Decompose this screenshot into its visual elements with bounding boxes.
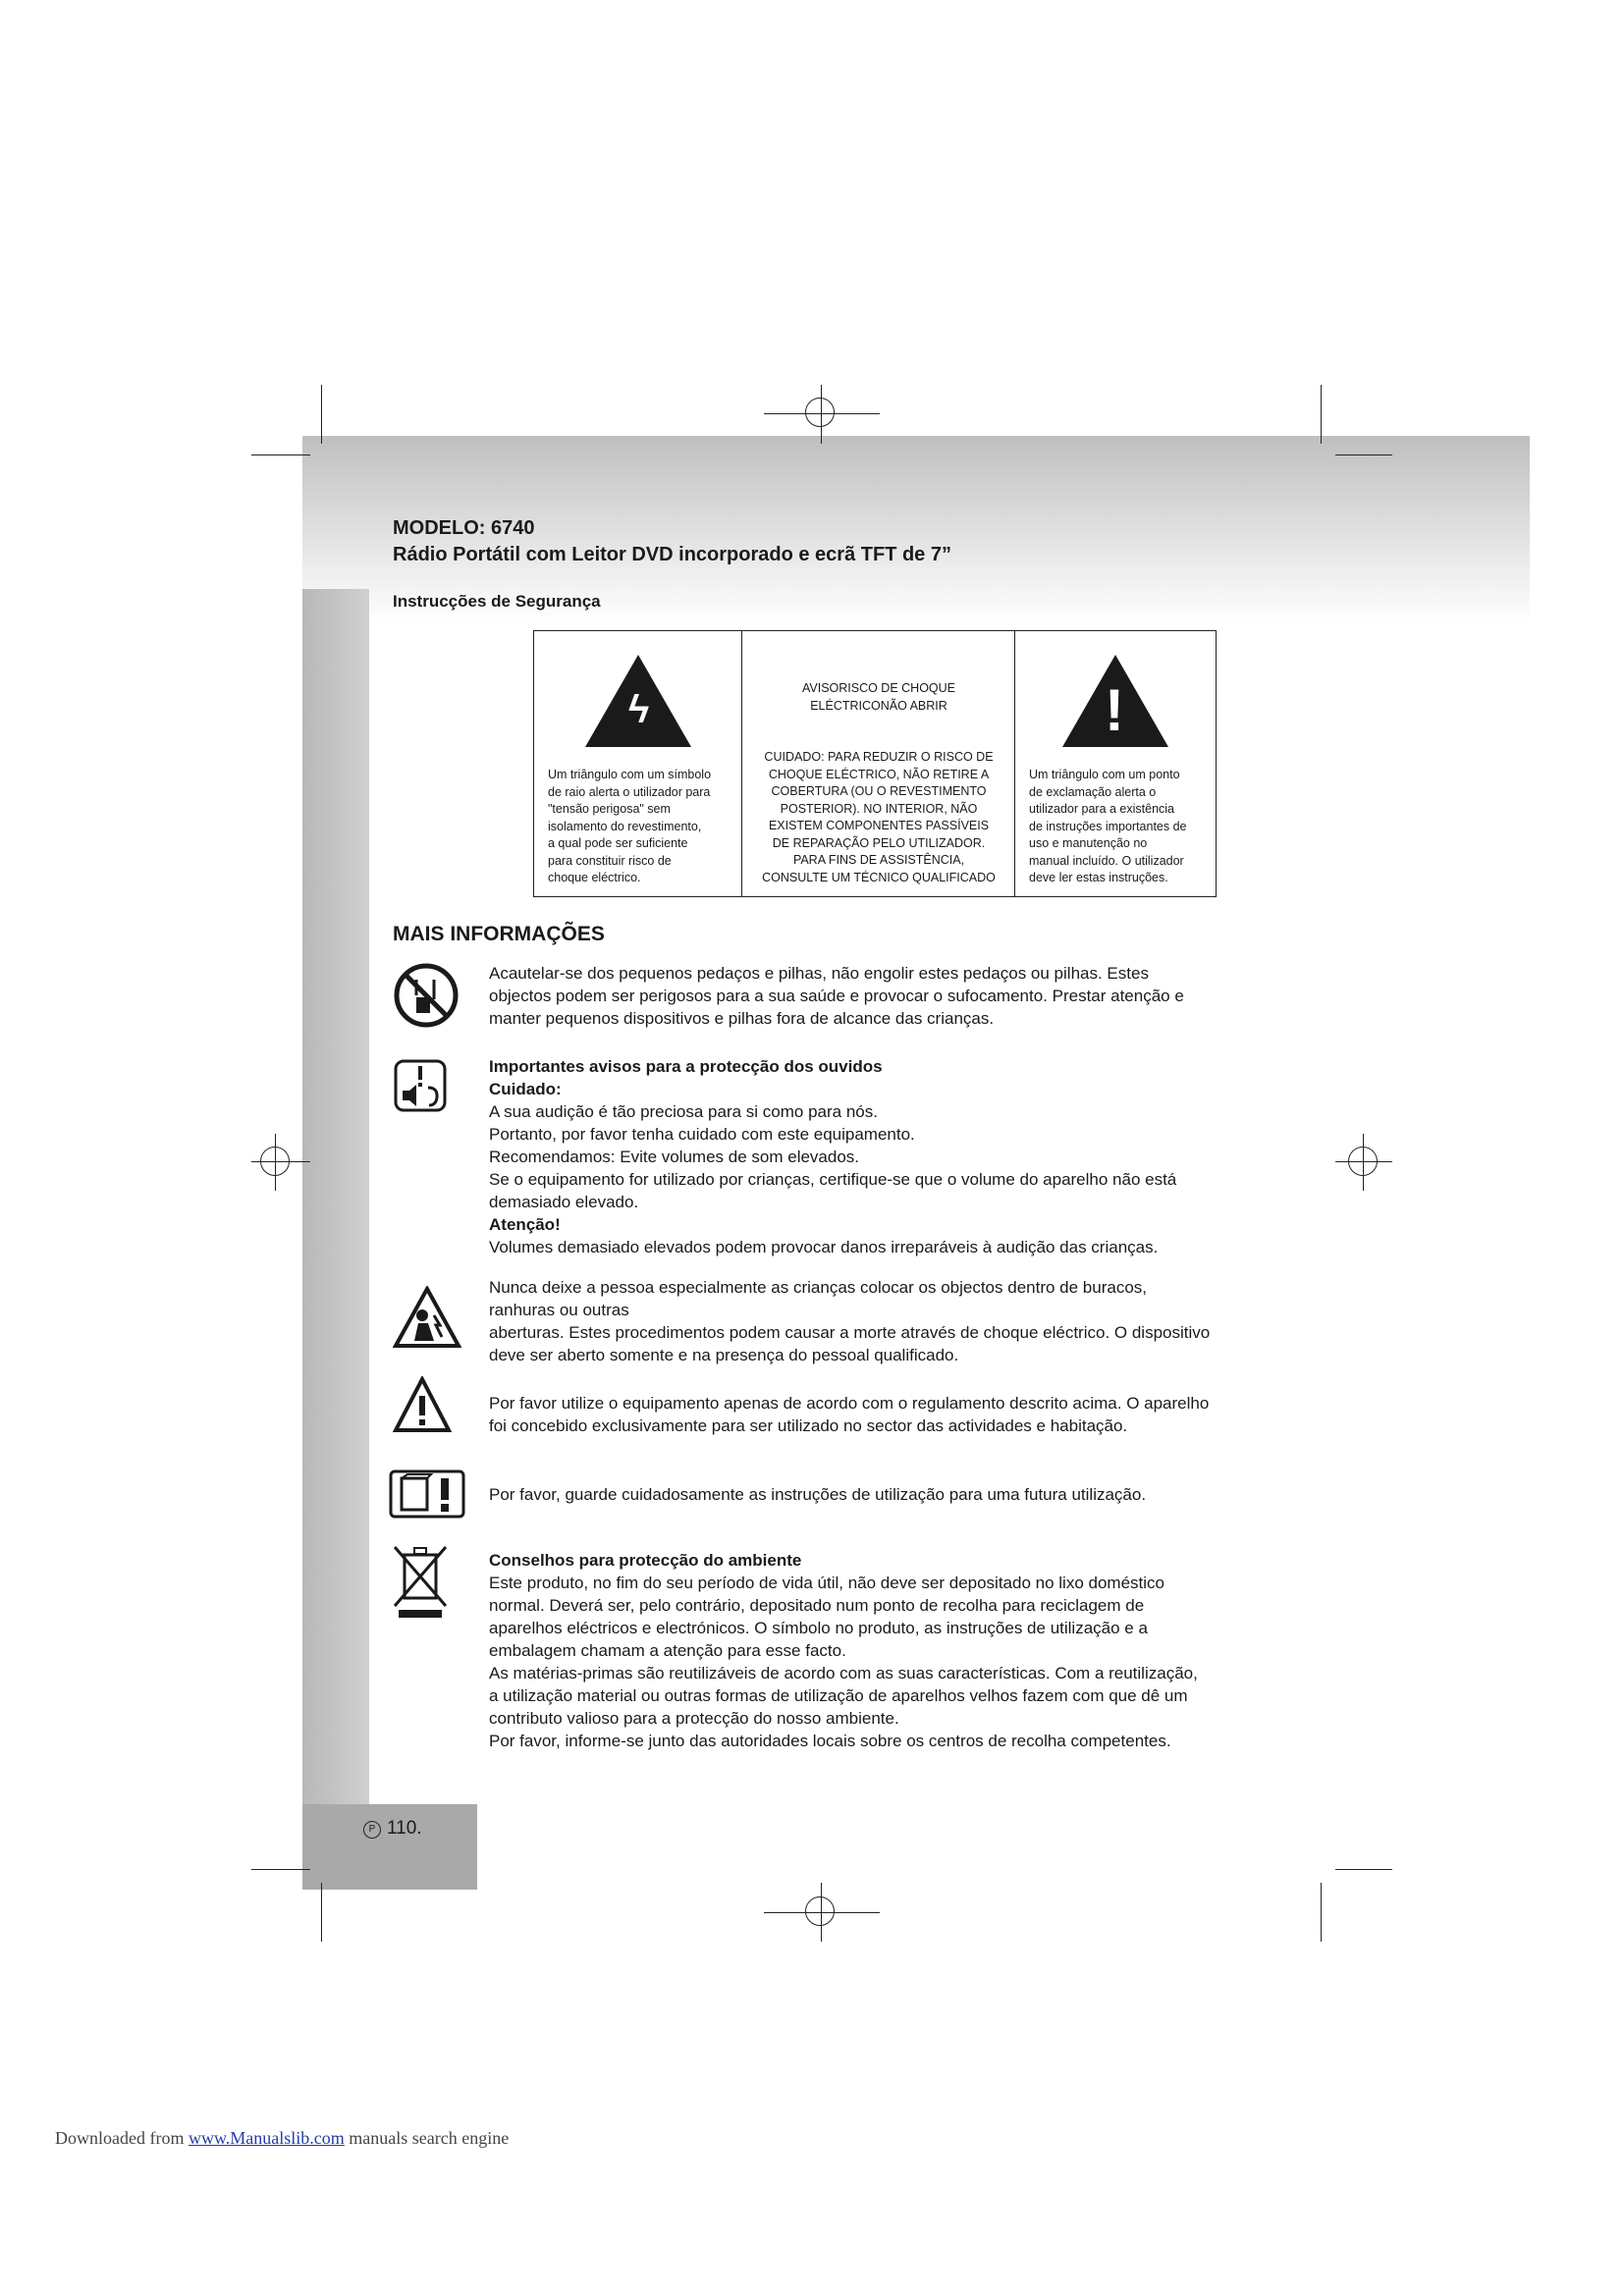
small-parts-paragraph: Acautelar-se dos pequenos pedaços e pilhas, não engolir estes pedaços ou pilhas. Estes objectos podem ser perigosos para a sua saúde e provocar o sufocamento. Prestar atenção e manter pequenos dispositivos e pilhas fora de alcance das crianças. [489, 964, 1184, 1028]
no-swallow-icon [393, 962, 460, 1029]
registration-mark [1348, 1147, 1378, 1176]
keep-instructions-paragraph: Por favor, guarde cuidadosamente as instruções de utilização para uma futura utilização. [489, 1485, 1147, 1504]
warning-triangle-icon [393, 1376, 452, 1433]
registration-mark [805, 1896, 835, 1926]
caution-label: Cuidado: [489, 1080, 562, 1098]
crop-mark [321, 1883, 322, 1942]
exclamation-mark-icon: ! [1105, 677, 1124, 743]
crop-mark [1335, 1869, 1392, 1870]
openings-paragraph: Nunca deixe a pessoa especialmente as crianças colocar os objectos dentro de buracos, ranhuras ou outras aberturas. Estes procedimentos podem causar a morte através de choque eléctrico. O dispositivo deve ser aberto somente e na presença do pessoal qualificado. [489, 1278, 1211, 1364]
warning-column-electric [534, 631, 742, 896]
crop-mark [1321, 1883, 1322, 1942]
left-margin-band [302, 589, 369, 1806]
recycle-bin-icon [391, 1543, 450, 1620]
registration-mark [805, 398, 835, 427]
shock-warning-heading: AVISORISCO DE CHOQUE ELÉCTRICONÃO ABRIR [801, 681, 956, 713]
hearing-title: Importantes avisos para a protecção dos ouvidos [489, 1057, 883, 1076]
crop-mark [1321, 385, 1322, 444]
exclamation-warning-text: Um triângulo com um ponto de exclamação alerta o utilizador para a existência de instruções importantes de uso e manutenção no manual incluído. O utilizador deve ler estas instruções. [1029, 768, 1187, 884]
attention-label: Atenção! [489, 1215, 561, 1234]
hearing-protection-section: Importantes avisos para a protecção dos ouvidos Cuidado: A sua audição é tão preciosa para si como para nós. Portanto, por favor tenha cuidado com este equipamento. Recomendamos: Evite volumes de som elevados. Se o equipamento for utilizado por crianças, certifique-se que o volume do aparelho não está demasiado elevado. Atenção! Volumes demasiado elevados podem provocar danos irreparáveis à audição das crianças. [489, 1057, 1177, 1256]
warning-table [533, 630, 1217, 897]
crop-mark [251, 454, 310, 455]
language-symbol-icon: P [363, 1821, 381, 1839]
more-info-title: MAIS INFORMAÇÕES [393, 923, 605, 945]
lightning-bolt-icon: ϟ [628, 688, 650, 731]
registration-mark [260, 1147, 290, 1176]
environment-title: Conselhos para protecção do ambiente [489, 1551, 802, 1570]
crop-mark [1335, 454, 1392, 455]
warning-column-caution [742, 631, 1015, 896]
caution-text: CUIDADO: PARA REDUZIR O RISCO DE CHOQUE ELÉCTRICO, NÃO RETIRE A COBERTURA (OU O REVESTIMENTO POSTERIOR). NO INTERIOR, NÃO EXISTEM COMPONENTES PASSÍVEIS DE REPARAÇÃO PELO UTILIZADOR. PARA FINS DE ASSISTÊNCIA, CONSULTE UM TÉCNICO QUALIFICADO [762, 750, 996, 884]
manualslib-link[interactable]: www.Manualslib.com [188, 2128, 345, 2148]
electric-warning-text: Um triângulo com um símbolo de raio alerta o utilizador para "tensão perigosa" sem isolamento do revestimento, a qual pode ser suficiente para constituir risco de choque eléctrico. [548, 768, 712, 884]
footer-prefix: Downloaded from [55, 2128, 189, 2148]
model-title: MODELO: 6740 [393, 517, 535, 539]
footer-suffix: manuals search engine [344, 2128, 510, 2148]
hearing-warning-icon [393, 1058, 448, 1113]
usage-paragraph: Por favor utilize o equipamento apenas de acordo com o regulamento descrito acima. O aparelho foi concebido exclusivamente para ser utilizado no sector das actividades e habitação. [489, 1394, 1210, 1435]
manual-book-icon [388, 1468, 466, 1520]
environment-section: Conselhos para protecção do ambiente Este produto, no fim do seu período de vida útil, não deve ser depositado no lixo doméstico normal. Deverá ser, pelo contrário, depositado num ponto de recolha para reciclagem de aparelhos eléctricos e electrónicos. O símbolo no produto, as instruções de utilização e a embalagem chamam a atenção para esse facto. As matérias-primas são reutilizáveis de acordo com as suas características. Com a reutilização, a utilização material ou outras formas de utilização de aparelhos velhos fazem com que dê um contributo valioso para a protecção do nosso ambiente. Por favor, informe-se junto das autoridades locais sobre os centros de recolha competentes. [489, 1551, 1198, 1750]
safety-instructions-title: Instrucções de Segurança [393, 592, 601, 611]
child-hazard-icon [393, 1286, 461, 1349]
product-subtitle: Rádio Portátil com Leitor DVD incorporado e ecrã TFT de 7” [393, 544, 951, 565]
crop-mark [321, 385, 322, 444]
warning-column-exclamation [1015, 631, 1218, 896]
download-footer [55, 2128, 509, 2149]
page-number: 110. [387, 1818, 422, 1839]
crop-mark [251, 1869, 310, 1870]
